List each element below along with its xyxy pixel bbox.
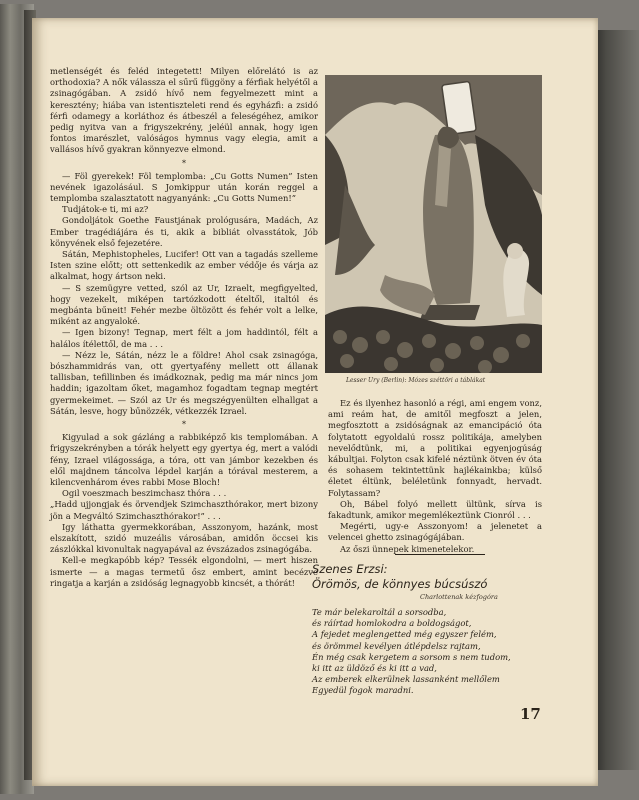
poem-dedication: Charlottenak kézfogóra (420, 593, 498, 601)
right-text-column (328, 398, 542, 555)
poem-line: Te már belekaroltál a sorsodba, (312, 607, 447, 617)
poem-line: A fejedet meglengetted még egyszer felém, (312, 629, 497, 640)
paragraph: Az őszi ünnepek kimenetelekor. (340, 543, 475, 554)
paragraph: Ogil voeszmach beszimchasz thóra . . . (62, 488, 227, 499)
poem-line: és ráírtad homlokodra a boldogságot, (312, 618, 472, 629)
paragraph: Gondoljátok Goethe Faustjának prológusára, Madách, Az Ember tragédiájára és ti, akik a bibliát olvasstátok, Jób könyvének első fejezetére. (50, 215, 318, 248)
paragraph: Megérti, ugy-e Asszonyom! a jelenetet a velencei ghetto zsinagógájában. (328, 521, 542, 543)
paragraph: Igy láthatta gyermekkorában, Asszonyom, hazánk, most elszakított, szidó muzeális városában, amidőn öccsei kis zászlókkal kivonultak nagyapával az évszázados zsinagógába. (50, 521, 318, 555)
illustration-caption: Lesser Ury (Berlin): Mózes széttöri a táblákat (346, 377, 486, 384)
paragraph: Sátán, Mephistopheles, Lucifer! Ott van a tagadás szelleme Isten szine előtt; ott settenkedik az ember védője és várja az alkalmat, hogy ártson neki. (50, 249, 318, 282)
paragraph: Tudjátok-e ti, mi az? (62, 204, 149, 215)
left-text-column (50, 66, 318, 589)
moses-illustration (325, 75, 542, 373)
paragraph: Oh, Bábel folyó mellett ültünk, sírva is fakadtunk, amikor megemlékeztünk Cionról . . . (328, 498, 542, 521)
paragraph: Kigyulad a sok gázláng a rabbiképző kis templomában. A frigyszekrényben a tórák helyett egy gyertya ég, mert a valódi fény, Izrael világossága, a tóra, ott van jámbor kezekben és elől majdnem táncolva lépdel karján a tórával mesterem, a kilencvenhárom éves rabbi Mose Bloch! (50, 432, 318, 487)
paragraph: Ez és ilyenhez hasonló a régi, ami engem vonz, ami reám hat, de amitől megfoszt a jelen, megfosztott a zsidóságnak az emancipáció óta folytatott egyoldalú rossz politikája, amelyben nevelődtünk, mi, a politikai egyenjogúság kábultjai. Folyton csak kifelé néztünk ötven év óta és sohasem tekintettünk hajlékainkba; külső életet éltünk, beléletünk fonnyadt, hervadt. Folytassam? (328, 398, 542, 498)
paragraph: „Hadd ujjongjak és örvendjek Szimchaszthórakor, mert bizony jön a Megváltó Szimchaszthórakor!” . . . (50, 499, 318, 521)
paragraph: — Igen bizony! Tegnap, mert félt a jom haddintól, félt a halálos ítélettől, de ma . . . (50, 327, 318, 349)
paragraph: — S szemügyre vetted, szól az Ur, Izraelt, megfigyelted, hogy vezekelt, miképen tartózkodott ételtől, italtól és megbánta bűneit! Fehér mezbe öltözött és fehér volt a lelke, miként az angyaloké. (50, 282, 318, 327)
paragraph: — Föl gyerekek! Föl templomba: „Cu Gotts Numen” Isten nevének igazolásául. S Jomkippur után korán reggel a templomba szalasztatott nagyanyánk: „Cu Gotts Numen!” (50, 170, 318, 204)
section-divider (395, 554, 485, 555)
poem-line: Az emberek elkerülnek lassanként mellőlem (312, 674, 500, 685)
paragraph: metlenségét és feléd integetett! Milyen előrelátó is az orthodoxia? A nők válassza el sűrű függöny a férfiak helyétől a zsinagógában. A zsidó hívő nem fegyelmezett mint a keresztény; hiába van istentiszteleti rend és egyházfi: a zsidó férfi odamegy a korláthoz és átbeszél a feleségéhez, amikor pedig nyitva van a frigyszekrény, jeléül annak, hogy igen fontos imarészlet, valóságos hymnus vagy elegia, amit a vallásos hívő gyakran könnyezve elmond. (50, 66, 318, 155)
section-separator: * (182, 158, 186, 168)
poem-line: Én még csak kergetem a sorsom s nem tudom, (312, 651, 511, 662)
book-cover-right (592, 30, 639, 770)
illustration-drawing (325, 75, 542, 373)
poem-body (312, 607, 572, 697)
poem-line: Egyedül fogok maradni. (312, 685, 414, 696)
section-separator: * (182, 420, 186, 430)
poem-line: és örömmel kevélyen átlépdelsz rajtam, (312, 640, 481, 651)
poem-title: Örömös, de könnyes búcsúszó (312, 577, 488, 591)
page-number: 17 (520, 705, 541, 723)
poem-author: Szenes Erzsi: (312, 562, 388, 576)
poem-line: ki itt az üldöző és ki itt a vad, (312, 663, 437, 674)
paragraph: — Nézz le, Sátán, nézz le a földre! Ahol csak zsinagóga, bószhammidrás van, ott gyertyafény mellett ott állanak tallisban, tefillinben és imádkoznak, pedig ma már nincs jom haddin; igazoltam őket, magamhoz fogadtam tegnap megtért gyermekeimet. — Szól az Ur és megszégyenülten elhallgat a Sátán, lesve, hogy bűnözzék, vétkezzék Izrael. (50, 349, 318, 416)
paragraph: Kell-e megkapóbb kép? Tessék elgondolni, — mert hiszen ismerte — a magas termetű ősz embert, amint becézve ringatja a karján a zsidóság legnagyobb kincsét, a thórát! (50, 555, 318, 588)
